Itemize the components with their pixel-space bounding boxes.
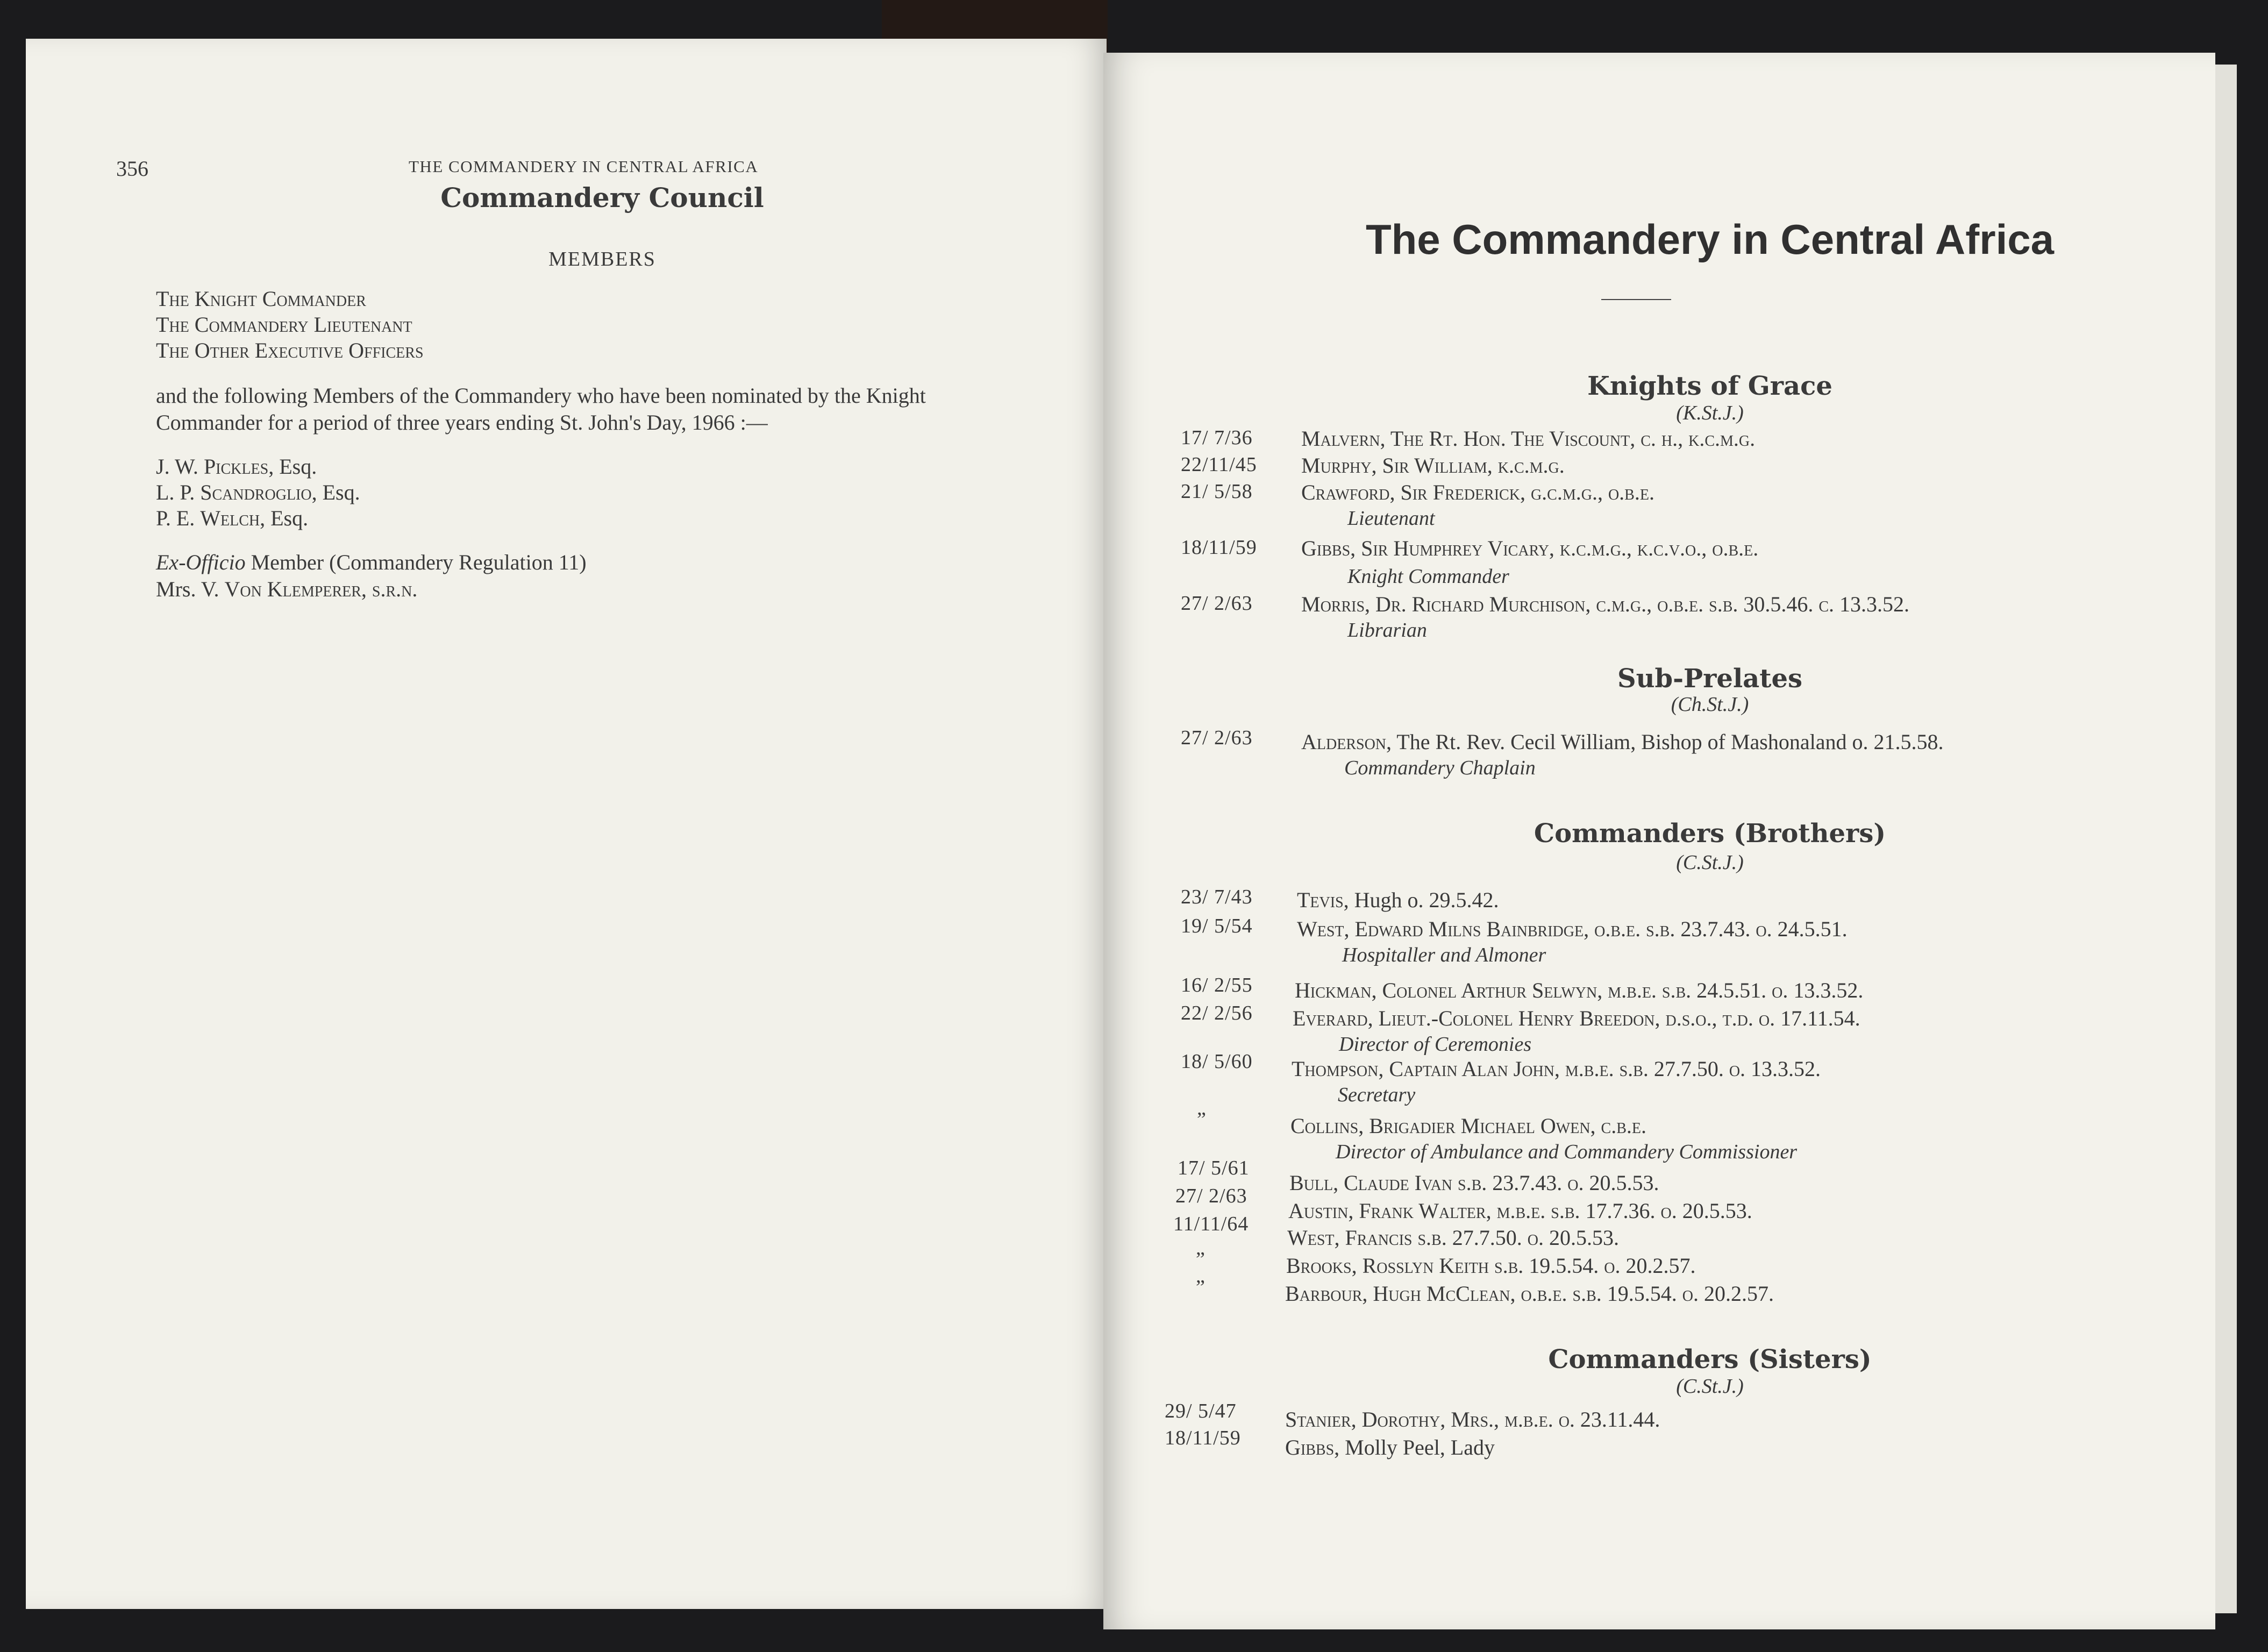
left-page [26, 39, 1107, 1609]
intro-line: and the following Members of the Commandery who have been nominated by the Knight [156, 383, 926, 408]
section-abbr: (K.St.J.) [1676, 402, 1744, 424]
entry-text: Tevis, Hugh o. 29.5.42. [1297, 888, 1499, 912]
member-entry: J. W. Pickles, Esq. [156, 454, 317, 479]
entry-role: Hospitaller and Almoner [1342, 944, 1546, 966]
entry-text: Stanier, Dorothy, Mrs., m.b.e. o. 23.11.44. [1285, 1407, 1660, 1432]
entry-text: Morris, Dr. Richard Murchison, c.m.g., o.b.e. s.b. 30.5.46. c. 13.3.52. [1301, 592, 1910, 616]
entry-text: Murphy, Sir William, k.c.m.g. [1301, 453, 1565, 478]
page-number: 356 [116, 156, 148, 181]
member-entry: P. E. Welch, Esq. [156, 506, 309, 530]
entry-date: 18/ 5/60 [1181, 1050, 1253, 1073]
entry-date: 17/ 7/36 [1181, 426, 1253, 449]
section-heading: Sub-Prelates [1617, 664, 1803, 694]
entry-date: 21/ 5/58 [1181, 480, 1253, 503]
executive-line: The Other Executive Officers [156, 338, 424, 362]
entry-date: 27/ 2/63 [1181, 592, 1253, 615]
entry-text: West, Edward Milns Bainbridge, o.b.e. s.b. 23.7.43. o. 24.5.51. [1297, 917, 1848, 941]
entry-role: Director of Ambulance and Commandery Commissioner [1336, 1141, 1798, 1163]
entry-date: ” [1196, 1276, 1206, 1299]
entry-date: 18/11/59 [1165, 1427, 1241, 1449]
entry-date: 11/11/64 [1173, 1213, 1249, 1235]
entry-date: 27/ 2/63 [1181, 727, 1253, 749]
entry-role: Knight Commander [1347, 565, 1509, 588]
entry-date: 22/ 2/56 [1181, 1002, 1253, 1024]
ex-officio-member: Mrs. V. Von Klemperer, s.r.n. [156, 577, 418, 601]
entry-date: 23/ 7/43 [1181, 886, 1253, 908]
running-head: THE COMMANDERY IN CENTRAL AFRICA [409, 157, 759, 176]
entry-text: Barbour, Hugh McClean, o.b.e. s.b. 19.5.54. o. 20.2.57. [1285, 1281, 1774, 1306]
section-heading: Commanders (Brothers) [1534, 818, 1886, 849]
section-abbr: (Ch.St.J.) [1671, 693, 1749, 716]
entry-text: Bull, Claude Ivan s.b. 23.7.43. o. 20.5.53. [1289, 1171, 1659, 1195]
entry-text: West, Francis s.b. 27.7.50. o. 20.5.53. [1287, 1226, 1619, 1250]
entry-text: Austin, Frank Walter, m.b.e. s.b. 17.7.36. o. 20.5.53. [1288, 1199, 1752, 1223]
title-rule [1601, 299, 1671, 300]
section-heading: Knights of Grace [1587, 371, 1832, 401]
ex-officio-line: Ex-Officio Member (Commandery Regulation 11) [156, 550, 587, 574]
entry-text: Alderson, The Rt. Rev. Cecil William, Bishop of Mashonaland o. 21.5.58. [1301, 730, 1944, 754]
entry-date: 18/11/59 [1181, 536, 1257, 559]
section-heading: Commanders (Sisters) [1548, 1344, 1872, 1375]
entry-text: Everard, Lieut.-Colonel Henry Breedon, d.s.o., t.d. o. 17.11.54. [1293, 1006, 1860, 1030]
entry-role: Secretary [1338, 1084, 1416, 1106]
entry-role: Librarian [1347, 619, 1427, 642]
entry-text: Gibbs, Sir Humphrey Vicary, k.c.m.g., k.c.v.o., o.b.e. [1301, 536, 1759, 560]
entry-text: Malvern, The Rt. Hon. The Viscount, c. h., k.c.m.g. [1301, 426, 1756, 451]
entry-text: Crawford, Sir Frederick, g.c.m.g., o.b.e. [1301, 480, 1654, 504]
executive-line: The Knight Commander [156, 287, 366, 311]
entry-text: Hickman, Colonel Arthur Selwyn, m.b.e. s.b. 24.5.51. o. 13.3.52. [1295, 978, 1864, 1002]
entry-role: Director of Ceremonies [1339, 1033, 1532, 1056]
council-title: Commandery Council [440, 182, 764, 213]
entry-date: 16/ 2/55 [1181, 974, 1253, 996]
entry-date: 17/ 5/61 [1178, 1157, 1250, 1179]
members-heading: MEMBERS [548, 248, 656, 270]
entry-date: ” [1196, 1248, 1206, 1271]
entry-text: Collins, Brigadier Michael Owen, c.b.e. [1290, 1114, 1646, 1138]
entry-role: Commandery Chaplain [1344, 757, 1536, 779]
entry-date: 19/ 5/54 [1181, 915, 1253, 937]
entry-text: Brooks, Rosslyn Keith s.b. 19.5.54. o. 20.2.57. [1286, 1254, 1696, 1278]
entry-date: 27/ 2/63 [1175, 1185, 1247, 1207]
entry-text: Gibbs, Molly Peel, Lady [1285, 1435, 1495, 1459]
entry-date: ” [1197, 1108, 1207, 1131]
entry-date: 29/ 5/47 [1165, 1400, 1237, 1422]
section-abbr: (C.St.J.) [1676, 851, 1744, 874]
member-entry: L. P. Scandroglio, Esq. [156, 480, 360, 504]
section-abbr: (C.St.J.) [1676, 1375, 1744, 1398]
entry-text: Thompson, Captain Alan John, m.b.e. s.b. 27.7.50. o. 13.3.52. [1292, 1057, 1821, 1081]
intro-line: Commander for a period of three years ending St. John's Day, 1966 :— [156, 410, 768, 435]
page-title: The Commandery in Central Africa [1365, 216, 2055, 263]
entry-date: 22/11/45 [1181, 453, 1257, 476]
entry-role: Lieutenant [1347, 507, 1435, 530]
executive-line: The Commandery Lieutenant [156, 312, 412, 337]
